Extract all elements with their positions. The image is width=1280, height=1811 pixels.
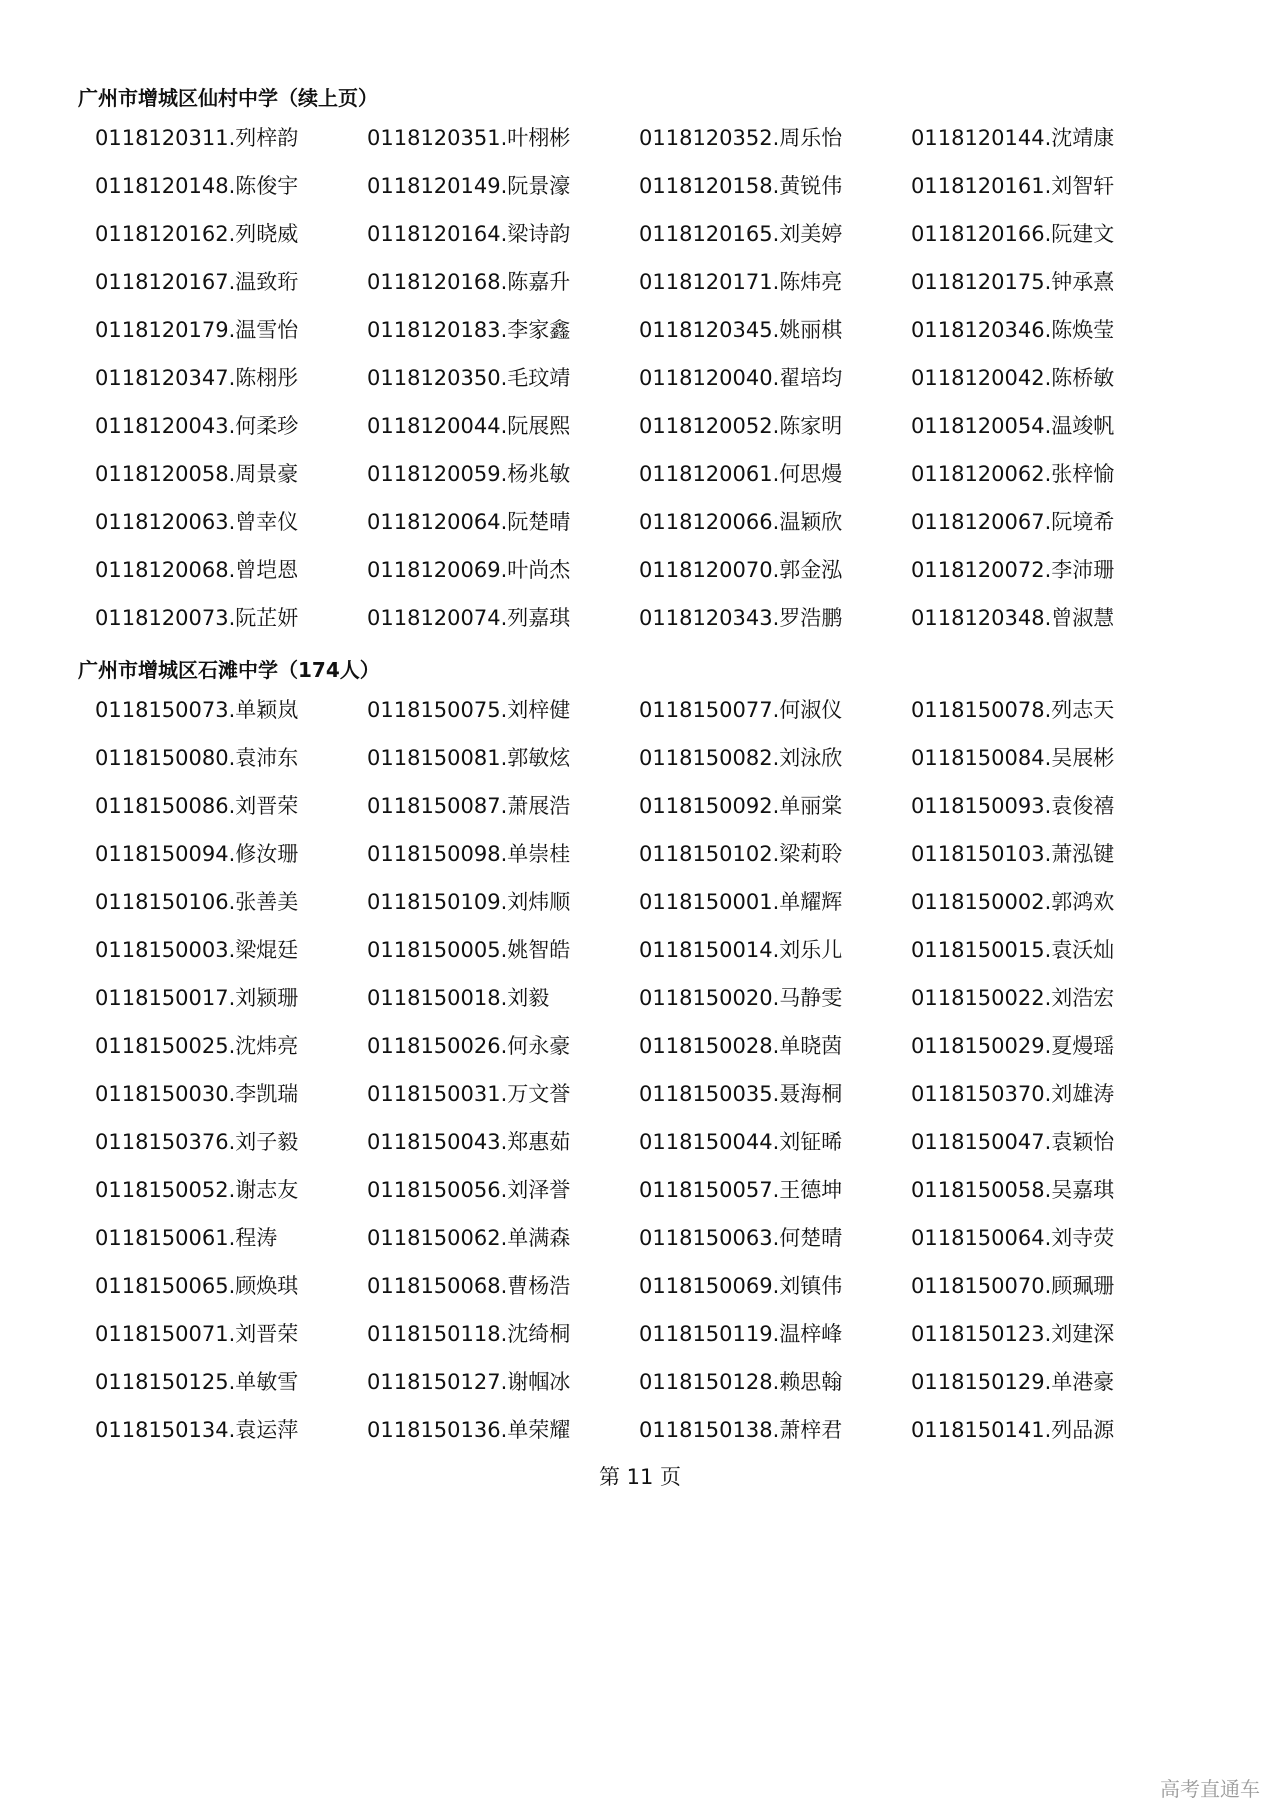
student-row — [95, 840, 1125, 888]
student-entry: 0118120346.陈焕莹 — [911, 318, 1115, 342]
student-entry: 0118150081.郭敏炫 — [367, 746, 571, 770]
student-row — [95, 124, 1125, 172]
student-entry: 0118150075.刘梓健 — [367, 698, 571, 722]
student-entry: 0118120059.杨兆敏 — [367, 462, 571, 486]
student-entry: 0118150370.刘雄涛 — [911, 1082, 1115, 1106]
student-entry: 0118150069.刘镇伟 — [639, 1274, 843, 1298]
student-entry: 0118150025.沈炜亮 — [95, 1034, 299, 1058]
student-entry: 0118120161.刘智轩 — [911, 174, 1115, 198]
student-row — [95, 508, 1125, 556]
student-entry: 0118150052.谢志友 — [95, 1178, 299, 1202]
student-row — [95, 268, 1125, 316]
student-entry: 0118150128.赖思翰 — [639, 1370, 843, 1394]
student-list — [95, 124, 1125, 652]
student-entry: 0118120062.张梓愉 — [911, 462, 1115, 486]
student-row — [95, 556, 1125, 604]
section-title: 广州市增城区仙村中学（续上页） — [78, 86, 378, 110]
student-entry: 0118150092.单丽棠 — [639, 794, 843, 818]
student-row — [95, 888, 1125, 936]
student-entry: 0118120165.刘美婷 — [639, 222, 843, 246]
student-entry: 0118120183.李家鑫 — [367, 318, 571, 342]
student-entry: 0118120343.罗浩鹏 — [639, 606, 843, 630]
student-entry: 0118120175.钟承熹 — [911, 270, 1115, 294]
student-row — [95, 1224, 1125, 1272]
student-entry: 0118150129.单港豪 — [911, 1370, 1115, 1394]
student-entry: 0118120043.何柔珍 — [95, 414, 299, 438]
page-number: 第 11 页 — [598, 1465, 682, 1489]
student-row — [95, 1176, 1125, 1224]
student-entry: 0118150020.马静雯 — [639, 986, 843, 1010]
student-row — [95, 984, 1125, 1032]
student-entry: 0118150136.单荣耀 — [367, 1418, 571, 1442]
student-entry: 0118150044.刘钲晞 — [639, 1130, 843, 1154]
student-entry: 0118120068.曾垲恩 — [95, 558, 299, 582]
student-entry: 0118150001.单耀辉 — [639, 890, 843, 914]
student-entry: 0118150134.袁运萍 — [95, 1418, 299, 1442]
student-entry: 0118120064.阮楚晴 — [367, 510, 571, 534]
student-row — [95, 316, 1125, 364]
student-entry: 0118150138.萧梓君 — [639, 1418, 843, 1442]
student-entry: 0118120162.列晓威 — [95, 222, 299, 246]
student-entry: 0118120058.周景豪 — [95, 462, 299, 486]
student-entry: 0118120054.温竣帆 — [911, 414, 1115, 438]
student-entry: 0118120167.温致珩 — [95, 270, 299, 294]
student-entry: 0118120352.周乐怡 — [639, 126, 843, 150]
student-entry: 0118150098.单崇桂 — [367, 842, 571, 866]
student-entry: 0118150084.吴展彬 — [911, 746, 1115, 770]
student-entry: 0118150005.姚智皓 — [367, 938, 571, 962]
student-entry: 0118120073.阮芷妍 — [95, 606, 299, 630]
student-entry: 0118150002.郭鸿欢 — [911, 890, 1115, 914]
student-entry: 0118150028.单晓茵 — [639, 1034, 843, 1058]
student-entry: 0118120070.郭金泓 — [639, 558, 843, 582]
student-entry: 0118150123.刘建深 — [911, 1322, 1115, 1346]
student-row — [95, 172, 1125, 220]
student-entry: 0118120171.陈炜亮 — [639, 270, 843, 294]
student-entry: 0118150017.刘颍珊 — [95, 986, 299, 1010]
student-row — [95, 604, 1125, 652]
student-entry: 0118120149.阮景濠 — [367, 174, 571, 198]
student-row — [95, 936, 1125, 984]
student-row — [95, 744, 1125, 792]
student-entry: 0118120179.温雪怡 — [95, 318, 299, 342]
student-entry: 0118150376.刘子毅 — [95, 1130, 299, 1154]
student-row — [95, 792, 1125, 840]
student-entry: 0118150065.顾焕琪 — [95, 1274, 299, 1298]
student-entry: 0118150073.单颖岚 — [95, 698, 299, 722]
student-entry: 0118150080.袁沛东 — [95, 746, 299, 770]
student-entry: 0118150141.列品源 — [911, 1418, 1115, 1442]
student-row — [95, 1320, 1125, 1368]
student-entry: 0118150078.列志天 — [911, 698, 1115, 722]
student-entry: 0118150031.万文誉 — [367, 1082, 571, 1106]
student-entry: 0118150064.刘寺荧 — [911, 1226, 1115, 1250]
student-entry: 0118150127.谢帼冰 — [367, 1370, 571, 1394]
student-entry: 0118120072.李沛珊 — [911, 558, 1115, 582]
student-entry: 0118120166.阮建文 — [911, 222, 1115, 246]
student-entry: 0118150003.梁焜廷 — [95, 938, 299, 962]
student-entry: 0118120074.列嘉琪 — [367, 606, 571, 630]
student-row — [95, 412, 1125, 460]
student-entry: 0118150093.袁俊禧 — [911, 794, 1115, 818]
student-entry: 0118150056.刘泽誉 — [367, 1178, 571, 1202]
student-entry: 0118150109.刘炜顺 — [367, 890, 571, 914]
student-entry: 0118150106.张善美 — [95, 890, 299, 914]
student-entry: 0118120347.陈栩彤 — [95, 366, 299, 390]
student-entry: 0118120144.沈靖康 — [911, 126, 1115, 150]
student-row — [95, 460, 1125, 508]
student-row — [95, 1032, 1125, 1080]
student-entry: 0118120061.何思熳 — [639, 462, 843, 486]
section-title: 广州市增城区石滩中学（174人） — [78, 658, 380, 682]
student-entry: 0118120311.列梓韵 — [95, 126, 299, 150]
student-row — [95, 1080, 1125, 1128]
student-entry: 0118150071.刘晋荣 — [95, 1322, 299, 1346]
student-entry: 0118120040.翟培均 — [639, 366, 843, 390]
student-row — [95, 220, 1125, 268]
student-entry: 0118150068.曹杨浩 — [367, 1274, 571, 1298]
student-entry: 0118150086.刘晋荣 — [95, 794, 299, 818]
student-row — [95, 696, 1125, 744]
student-entry: 0118120044.阮展熙 — [367, 414, 571, 438]
student-entry: 0118120052.陈家明 — [639, 414, 843, 438]
student-entry: 0118150047.袁颖怡 — [911, 1130, 1115, 1154]
student-entry: 0118150077.何淑仪 — [639, 698, 843, 722]
student-entry: 0118150094.修汝珊 — [95, 842, 299, 866]
student-entry: 0118150119.温梓峰 — [639, 1322, 843, 1346]
student-entry: 0118150087.萧展浩 — [367, 794, 571, 818]
student-entry: 0118120345.姚丽棋 — [639, 318, 843, 342]
student-entry: 0118120348.曾淑慧 — [911, 606, 1115, 630]
student-entry: 0118120069.叶尚杰 — [367, 558, 571, 582]
student-entry: 0118150057.王德坤 — [639, 1178, 843, 1202]
student-entry: 0118120158.黄锐伟 — [639, 174, 843, 198]
student-entry: 0118120067.阮境希 — [911, 510, 1115, 534]
student-row — [95, 1272, 1125, 1320]
student-list — [95, 696, 1125, 1464]
student-row — [95, 364, 1125, 412]
student-entry: 0118120066.温颖欣 — [639, 510, 843, 534]
student-entry: 0118150058.吴嘉琪 — [911, 1178, 1115, 1202]
student-entry: 0118150030.李凯瑞 — [95, 1082, 299, 1106]
student-entry: 0118150015.袁沃灿 — [911, 938, 1115, 962]
student-row — [95, 1368, 1125, 1416]
student-entry: 0118150063.何楚晴 — [639, 1226, 843, 1250]
watermark: 高考直通车 — [1160, 1777, 1260, 1801]
student-entry: 0118150103.萧泓键 — [911, 842, 1115, 866]
student-entry: 0118120063.曾幸仪 — [95, 510, 299, 534]
student-entry: 0118150070.顾珮珊 — [911, 1274, 1115, 1298]
student-entry: 0118150125.单敏雪 — [95, 1370, 299, 1394]
student-entry: 0118150062.单满森 — [367, 1226, 571, 1250]
student-entry: 0118150102.梁莉聆 — [639, 842, 843, 866]
student-row — [95, 1128, 1125, 1176]
student-entry: 0118150061.程涛 — [95, 1226, 278, 1250]
student-entry: 0118150035.聂海桐 — [639, 1082, 843, 1106]
student-entry: 0118120148.陈俊宇 — [95, 174, 299, 198]
student-entry: 0118150026.何永豪 — [367, 1034, 571, 1058]
student-entry: 0118150043.郑惠茹 — [367, 1130, 571, 1154]
student-entry: 0118120164.梁诗韵 — [367, 222, 571, 246]
student-entry: 0118150022.刘浩宏 — [911, 986, 1115, 1010]
student-entry: 0118150118.沈绮桐 — [367, 1322, 571, 1346]
student-entry: 0118150014.刘乐儿 — [639, 938, 843, 962]
student-entry: 0118120351.叶栩彬 — [367, 126, 571, 150]
student-entry: 0118120350.毛玟靖 — [367, 366, 571, 390]
student-row — [95, 1416, 1125, 1464]
student-entry: 0118150029.夏熳瑶 — [911, 1034, 1115, 1058]
student-entry: 0118120042.陈桥敏 — [911, 366, 1115, 390]
student-entry: 0118120168.陈嘉升 — [367, 270, 571, 294]
student-entry: 0118150082.刘泳欣 — [639, 746, 843, 770]
student-entry: 0118150018.刘毅 — [367, 986, 550, 1010]
